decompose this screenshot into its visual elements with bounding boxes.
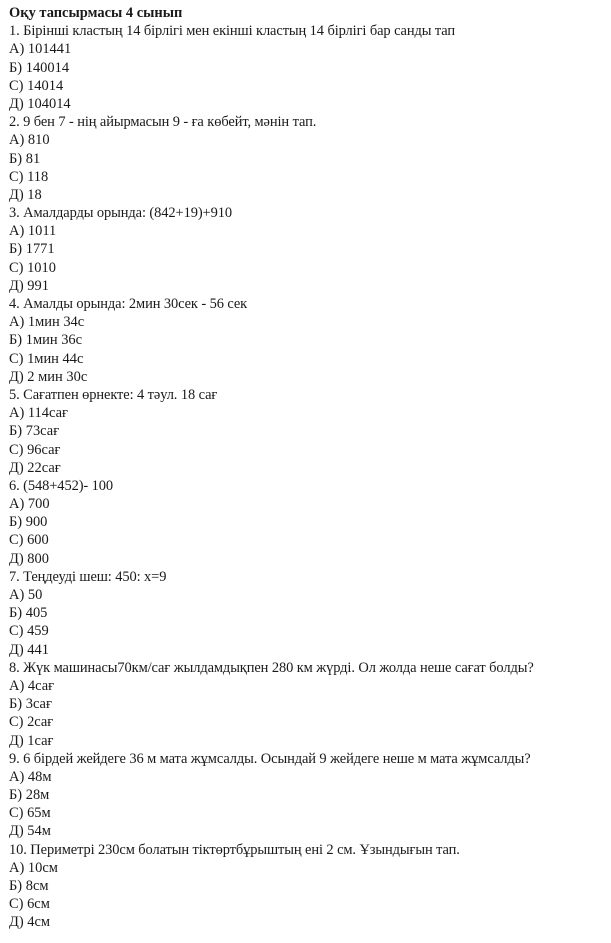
question-8-text: 8. Жүк машинасы70км/сағ жылдамдықпен 280 км жүрді. Ол жолда неше сағат болды? [9, 659, 534, 676]
question-9-option-d: Д) 54м [9, 823, 51, 840]
question-9-text: 9. 6 бірдей жейдеге 36 м мата жұмсалды. Осындай 9 жейдеге неше м мата жұмсалды? [9, 750, 531, 767]
question-2-option-c: С) 118 [9, 168, 49, 185]
question-7-option-d: Д) 441 [9, 641, 49, 658]
question-2-text: 2. 9 бен 7 - нің айырмасын 9 - ға көбейт, мәнін тап. [9, 114, 317, 131]
document-page [9, 4, 607, 932]
question-9-option-b: Б) 28м [9, 787, 50, 804]
question-9-option-a: А) 48м [9, 768, 52, 785]
question-2 [9, 113, 607, 204]
question-10-option-b: Б) 8см [9, 878, 49, 894]
question-10-text: 10. Периметрі 230см болатын тіктөртбұрыштың ені 2 см. Ұзындығын тап. [9, 841, 460, 858]
question-3-text: 3. Амалдарды орында: (842+19)+910 [9, 205, 232, 222]
question-7 [9, 568, 607, 659]
question-6-option-a: А) 700 [9, 496, 50, 513]
question-5-option-b: Б) 73сағ [9, 423, 60, 440]
question-7-option-c: С) 459 [9, 623, 49, 640]
question-10 [9, 841, 607, 932]
question-9-option-c: С) 65м [9, 805, 51, 822]
question-3-option-a: А) 1011 [9, 223, 57, 240]
question-5-text: 5. Сағатпен өрнекте: 4 тәул. 18 сағ [9, 386, 218, 403]
question-1-option-a: А) 101441 [9, 41, 72, 58]
question-5-option-d: Д) 22сағ [9, 459, 61, 476]
question-6-option-b: Б) 900 [9, 514, 48, 531]
question-1-option-d: Д) 104014 [9, 95, 71, 112]
question-4-option-b: Б) 1мин 36с [9, 332, 83, 349]
question-7-text: 7. Теңдеуді шеш: 450: х=9 [9, 568, 167, 585]
question-1-option-c: С) 14014 [9, 77, 64, 94]
question-7-option-a: А) 50 [9, 587, 43, 603]
question-4 [9, 295, 607, 386]
question-1-option-b: Б) 140014 [9, 59, 70, 76]
question-6-option-d: Д) 800 [9, 550, 49, 567]
question-8-option-d: Д) 1сағ [9, 732, 54, 749]
question-3-option-c: С) 1010 [9, 259, 56, 276]
question-9 [9, 750, 607, 841]
question-8 [9, 659, 607, 750]
question-8-option-b: Б) 3сағ [9, 696, 52, 713]
question-1-text: 1. Бірінші кластың 14 бірлігі мен екінші кластың 14 бірлігі бар санды тап [9, 23, 456, 40]
question-2-option-d: Д) 18 [9, 186, 42, 203]
question-4-option-c: С) 1мин 44с [9, 350, 84, 367]
question-7-option-b: Б) 405 [9, 605, 48, 622]
question-6-option-c: С) 600 [9, 532, 49, 549]
question-2-option-b: Б) 81 [9, 150, 41, 167]
question-10-option-a: А) 10см [9, 859, 58, 876]
question-8-option-a: А) 4сағ [9, 677, 55, 694]
question-6-text: 6. (548+452)- 100 [9, 477, 114, 494]
question-3-option-b: Б) 1771 [9, 241, 55, 258]
question-1 [9, 22, 607, 113]
question-4-option-d: Д) 2 мин 30с [9, 368, 88, 385]
question-8-option-c: С) 2сағ [9, 714, 54, 731]
question-5 [9, 386, 607, 477]
question-3 [9, 204, 607, 295]
question-4-text: 4. Амалды орында: 2мин 30сек - 56 сек [9, 296, 248, 312]
document-title: Оқу тапсырмасы 4 сынып [9, 5, 183, 21]
question-4-option-a: А) 1мин 34с [9, 314, 85, 331]
question-5-option-a: А) 114сағ [9, 405, 68, 422]
question-3-option-d: Д) 991 [9, 277, 49, 294]
question-5-option-c: С) 96сағ [9, 441, 61, 458]
question-10-option-c: С) 6см [9, 896, 50, 913]
question-10-option-d: Д) 4см [9, 914, 51, 931]
question-2-option-a: А) 810 [9, 132, 50, 149]
question-6 [9, 477, 607, 568]
